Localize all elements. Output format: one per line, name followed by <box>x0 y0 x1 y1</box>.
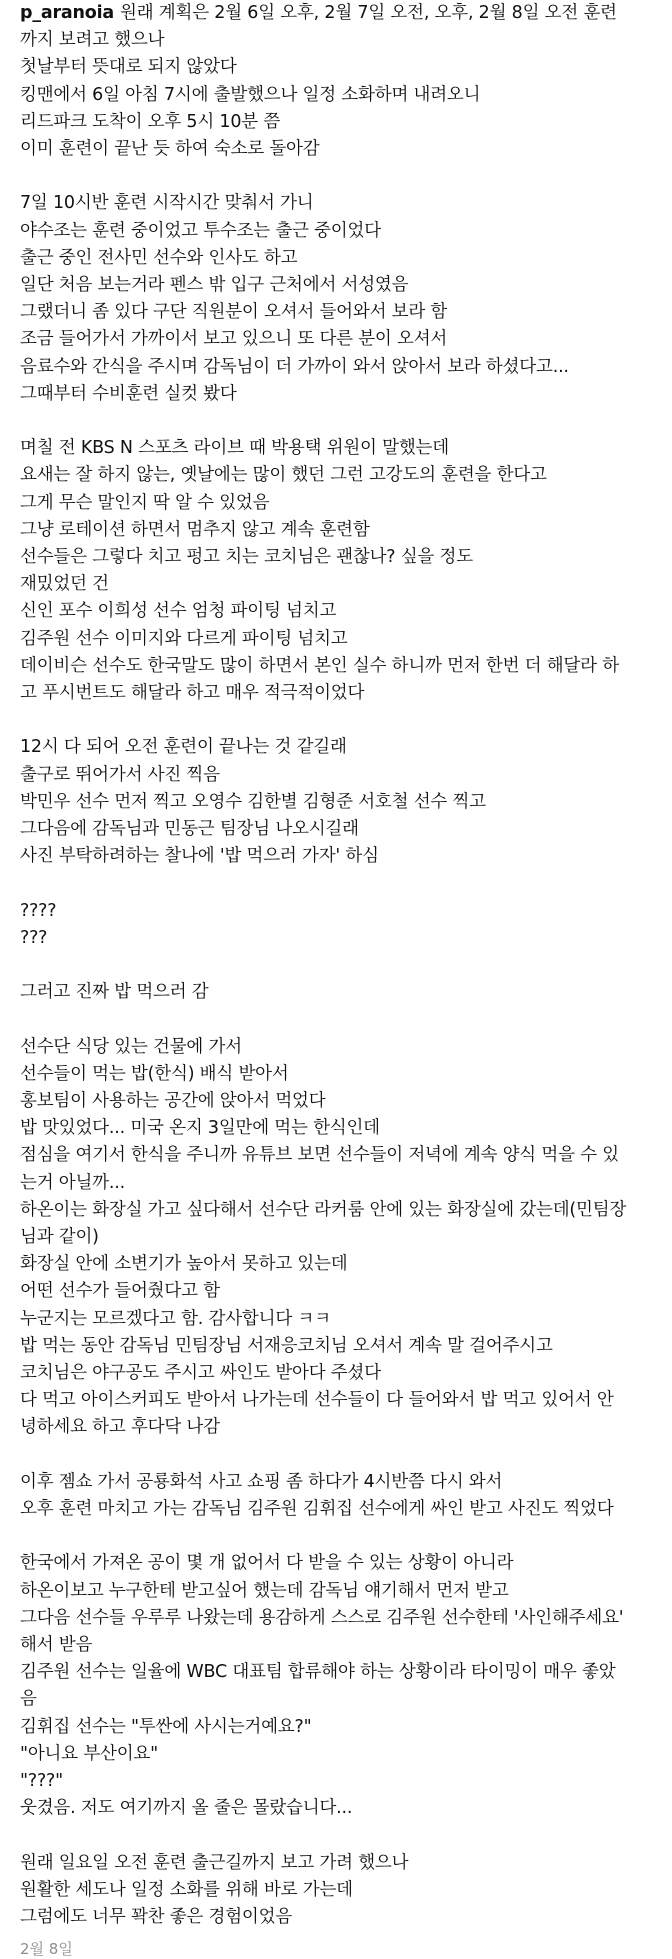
caption-line-text: 7일 10시반 훈련 시작시간 맞춰서 가니 <box>20 193 314 214</box>
caption-line <box>20 1686 652 1713</box>
caption-line <box>20 109 652 136</box>
caption-line <box>20 979 652 1006</box>
caption-line-text: 는거 아닐까... <box>20 1172 125 1193</box>
caption-line-text: 누군지는 모르겠다고 함. 감사합니다 ㅋㅋ <box>20 1308 331 1329</box>
caption-line <box>20 789 652 816</box>
caption-line-text: 첫날부터 뜻대로 되지 않았다 <box>20 57 237 78</box>
caption-line <box>20 299 652 326</box>
caption-line-text: 출구로 뛰어가서 사진 찍음 <box>20 764 220 785</box>
caption-line-text: 그럼에도 너무 꽉찬 좋은 경험이었음 <box>20 1907 293 1928</box>
caption-line-text: 해서 받음 <box>20 1635 93 1656</box>
caption-line <box>20 1523 652 1550</box>
caption-line <box>20 1061 652 1088</box>
caption-line-text: 선수들은 그렇다 치고 펑고 치는 코치님은 괜찮나? 싶을 정도 <box>20 547 473 568</box>
caption-line <box>20 54 652 81</box>
caption-line <box>20 680 652 707</box>
caption-line <box>20 1088 652 1115</box>
caption-line <box>20 1904 652 1931</box>
caption-line-text: "아니요 부산이요" <box>20 1743 158 1764</box>
caption-line-text: 그게 무슨 말인지 딱 알 수 있었음 <box>20 492 270 513</box>
caption-line-text: 이후 젬쇼 가서 공룡화석 사고 쇼핑 좀 하다가 4시반쯤 다시 와서 <box>20 1471 503 1492</box>
caption-line-text: 밥 맛있었다... 미국 온지 3일만에 먹는 한식인데 <box>20 1118 380 1139</box>
caption-line-text: 고 푸시번트도 해달라 하고 매우 적극적이었다 <box>20 683 365 704</box>
caption-line <box>20 1741 652 1768</box>
caption-line-text: 김주원 선수 이미지와 다르게 파이팅 넘치고 <box>20 628 348 649</box>
caption-line-text: 사진 부탁하려하는 찰나에 '밥 먹으러 가자' 하심 <box>20 846 379 867</box>
caption-line <box>20 1822 652 1849</box>
caption-line-text: 조금 들어가서 가까이서 보고 있으니 또 다른 분이 오셔서 <box>20 329 448 350</box>
caption-line-text: 웃겼음. 저도 여기까지 올 줄은 몰랐습니다... <box>20 1798 353 1819</box>
post-caption <box>20 0 652 1931</box>
caption-line <box>20 843 652 870</box>
caption-line-text: 그다음에 감독님과 민동근 팀장님 나오시길래 <box>20 819 359 840</box>
caption-line <box>20 326 652 353</box>
caption-line <box>20 1714 652 1741</box>
caption-line <box>20 1442 652 1469</box>
caption-line <box>20 381 652 408</box>
caption-line <box>20 490 652 517</box>
caption-line-text: 그다음 선수들 우루루 나왔는데 용감하게 스스로 김주원 선수한테 '사인해주세요' <box>20 1607 624 1628</box>
caption-line <box>20 82 652 109</box>
post-date: 2월 8일 <box>20 1940 73 1959</box>
caption-line <box>20 1251 652 1278</box>
caption-line <box>20 1306 652 1333</box>
caption-line <box>20 571 652 598</box>
caption-line-text: 박민우 선수 먼저 찍고 오영수 김한별 김형준 서호철 선수 찍고 <box>20 791 486 812</box>
caption-line <box>20 626 652 653</box>
caption-line <box>20 1850 652 1877</box>
caption-line-text: 다 먹고 아이스커피도 받아서 나가는데 선수들이 다 들어와서 밥 먹고 있어서 안 <box>20 1390 614 1411</box>
caption-line <box>20 1006 652 1033</box>
caption-line-text: ??? <box>20 927 48 948</box>
caption-line-text: 홍보팀이 사용하는 공간에 앉아서 먹었다 <box>20 1091 326 1112</box>
caption-line <box>20 734 652 761</box>
caption-line <box>20 1142 652 1169</box>
caption-line <box>20 435 652 462</box>
caption-line <box>20 653 652 680</box>
caption-line-text: 선수단 식당 있는 건물에 가서 <box>20 1036 242 1057</box>
caption-line-text: 선수들이 먹는 밥(한식) 배식 받아서 <box>20 1063 289 1084</box>
caption-line <box>20 245 652 272</box>
caption-line <box>20 1034 652 1061</box>
caption-line-text: 그러고 진짜 밥 먹으러 감 <box>20 982 209 1003</box>
caption-line-text: 일단 처음 보는거라 펜스 밖 입구 근처에서 서성였음 <box>20 275 409 296</box>
caption-line-text: 님과 같이) <box>20 1227 99 1248</box>
caption-line-text: 음료수와 간식을 주시며 감독님이 더 가까이 와서 앉아서 보라 하셨다고... <box>20 356 569 377</box>
caption-line <box>20 544 652 571</box>
caption-line <box>20 870 652 897</box>
caption-line <box>20 190 652 217</box>
caption-line-text: 며칠 전 KBS N 스포츠 라이브 때 박용택 위원이 말했는데 <box>20 438 449 459</box>
caption-line <box>20 1360 652 1387</box>
caption-line <box>20 272 652 299</box>
caption-line <box>20 598 652 625</box>
caption-line-text: 하온이는 화장실 가고 싶다해서 선수단 라커룸 안에 있는 화장실에 갔는데(민팀장 <box>20 1199 627 1220</box>
caption-line <box>20 1632 652 1659</box>
caption-line-text: 한국에서 가져온 공이 몇 개 없어서 다 받을 수 있는 상황이 아니라 <box>20 1553 514 1574</box>
caption-line <box>20 517 652 544</box>
caption-line-text: 김주원 선수는 일율에 WBC 대표팀 합류해야 하는 상황이라 타이밍이 매우 좋았 <box>20 1662 616 1683</box>
caption-line-text: 원활한 세도나 일정 소화를 위해 바로 가는데 <box>20 1879 353 1900</box>
caption-line <box>20 1795 652 1822</box>
caption-line <box>20 1414 652 1441</box>
caption-line-text: 그때부터 수비훈련 실컷 봤다 <box>20 383 237 404</box>
caption-line <box>20 925 652 952</box>
caption-line <box>20 1877 652 1904</box>
caption-line-text: 어떤 선수가 들어줬다고 함 <box>20 1281 220 1302</box>
caption-line <box>20 952 652 979</box>
caption-line <box>20 1197 652 1224</box>
caption-line-text: 그랬더니 좀 있다 구단 직원분이 오셔서 들어와서 보라 함 <box>20 302 448 323</box>
caption-line <box>20 408 652 435</box>
caption-line <box>20 1496 652 1523</box>
caption-line-text: "???" <box>20 1771 63 1792</box>
caption-line-text: 녕하세요 하고 후다닥 나감 <box>20 1417 220 1438</box>
caption-line <box>20 136 652 163</box>
caption-line <box>20 898 652 925</box>
caption-line-text: 이미 훈련이 끝난 듯 하여 숙소로 돌아감 <box>20 139 320 160</box>
caption-line-text: 코치님은 야구공도 주시고 싸인도 받아다 주셨다 <box>20 1363 381 1384</box>
caption-line <box>20 707 652 734</box>
caption-line <box>20 1578 652 1605</box>
caption-line-text: 킹맨에서 6일 아침 7시에 출발했으나 일정 소화하며 내려오니 <box>20 84 481 105</box>
caption-line-text: 밥 먹는 동안 감독님 민팀장님 서재응코치님 오셔서 계속 말 걸어주시고 <box>20 1335 553 1356</box>
caption-line <box>20 1278 652 1305</box>
caption-line-text: 오후 훈련 마치고 가는 감독님 김주원 김휘집 선수에게 싸인 받고 사진도 찍었다 <box>20 1499 614 1520</box>
caption-line-text: 데이비슨 선수도 한국말도 많이 하면서 본인 실수 하니까 먼저 한번 더 해달라 하 <box>20 655 619 676</box>
caption-line-text: 까지 보려고 했으나 <box>20 30 165 51</box>
caption-line <box>20 1768 652 1795</box>
caption-line <box>20 1550 652 1577</box>
caption-line <box>20 462 652 489</box>
caption-line-text: 원래 일요일 오전 훈련 출근길까지 보고 가려 했으나 <box>20 1852 409 1873</box>
caption-line <box>20 816 652 843</box>
caption-line <box>20 354 652 381</box>
username-link[interactable]: p_aranoia <box>20 3 115 23</box>
caption-line <box>20 1605 652 1632</box>
caption-line-text: 출근 중인 전사민 선수와 인사도 하고 <box>20 247 298 268</box>
caption-line-text: 원래 계획은 2월 6일 오후, 2월 7일 오전, 오후, 2월 8일 오전 훈련 <box>120 3 617 23</box>
caption-line-text: 그냥 로테이션 하면서 멈추지 않고 계속 훈련함 <box>20 519 370 540</box>
caption-line <box>20 218 652 245</box>
caption-line-text: 화장실 안에 소변기가 높아서 못하고 있는데 <box>20 1254 348 1275</box>
caption-line-text: 리드파크 도착이 오후 5시 10분 쯤 <box>20 111 281 132</box>
caption-line-text: 점심을 여기서 한식을 주니까 유튜브 보면 선수들이 저녁에 계속 양식 먹을 수 있 <box>20 1145 619 1166</box>
caption-line-text: 12시 다 되어 오전 훈련이 끝나는 것 같길래 <box>20 737 347 758</box>
caption-line <box>20 1170 652 1197</box>
caption-line <box>20 1333 652 1360</box>
caption-line-text: 야수조는 훈련 중이었고 투수조는 출근 중이었다 <box>20 220 381 241</box>
caption-line-text: 하온이보고 누구한테 받고싶어 했는데 감독님 얘기해서 먼저 받고 <box>20 1580 509 1601</box>
caption-line-text: 음 <box>20 1689 37 1710</box>
caption-line <box>20 1387 652 1414</box>
caption-line <box>20 1224 652 1251</box>
caption-line-text: 신인 포수 이희성 선수 엄청 파이팅 넘치고 <box>20 601 337 622</box>
caption-line <box>20 163 652 190</box>
caption-line <box>20 0 652 27</box>
caption-line-text: 재밌었던 건 <box>20 574 109 595</box>
caption-line-text: 요새는 잘 하지 않는, 옛날에는 많이 했던 그런 고강도의 훈련을 한다고 <box>20 465 547 486</box>
caption-line <box>20 1115 652 1142</box>
caption-line-text: ???? <box>20 900 57 921</box>
caption-line-text: 김휘집 선수는 "투싼에 사시는거예요?" <box>20 1716 312 1737</box>
caption-line <box>20 762 652 789</box>
caption-line <box>20 1659 652 1686</box>
caption-line <box>20 27 652 54</box>
caption-line <box>20 1469 652 1496</box>
